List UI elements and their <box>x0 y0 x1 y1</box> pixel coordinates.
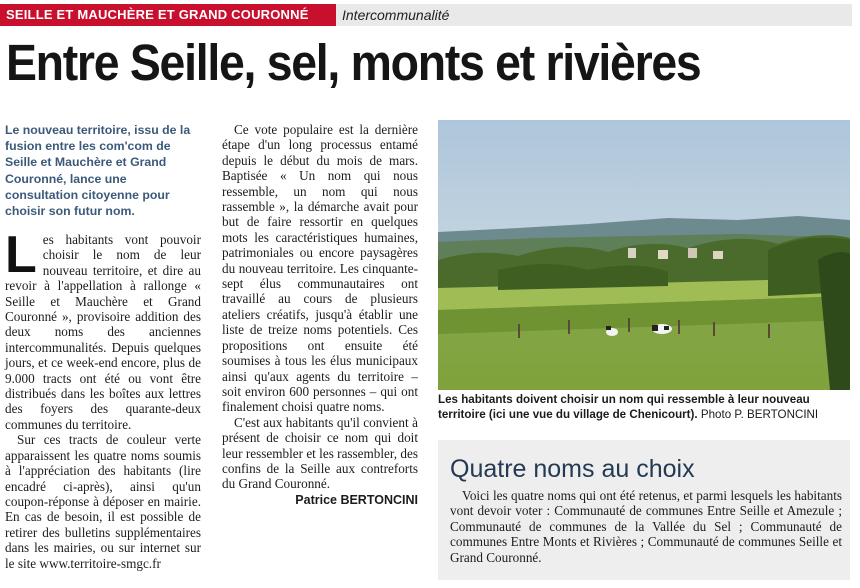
kicker-bar <box>0 0 860 30</box>
article-paragraph: C'est aux habitants qu'il convient à présent de choisir ce nom qui doit leur ressembler et les rassembler, des confins de la Seille aux contreforts du Grand Couronné. <box>222 414 418 492</box>
kicker-region: SEILLE ET MAUCHÈRE ET GRAND COURONNÉ <box>0 4 336 26</box>
kicker-topic: Intercommunalité <box>336 4 852 26</box>
landscape-photo <box>438 120 850 390</box>
article-column-2 <box>222 122 418 508</box>
box-title: Quatre noms au choix <box>450 455 695 483</box>
headline: Entre Seille, sel, monts et rivières <box>6 34 701 91</box>
byline: Patrice BERTONCINI <box>295 492 418 507</box>
caption-text: Les habitants doivent choisir un nom qui ressemble à leur nouveau territoire (ici une vue du village de Chenicourt). <box>438 393 810 421</box>
box-text: Voici les quatre noms qui ont été retenus, et parmi lesquels les habitants vont devoir voter : Communauté de communes Entre Seille et Amezule ; Communauté de communes de la Vallée du Sel ; Communauté de communes Entre Monts et Rivières ; Communauté de communes Seille et Grand Couronné. <box>450 488 842 565</box>
article-paragraph: es habitants vont pouvoir choisir le nom de leur nouveau territoire, et dire au revoir à l'appellation à rallonge « Seille et Mauchère et Grand Couronné », provisoire addition des deux noms des anciennes intercommunalités. Depuis quelques jours, et ce week-end encore, plus de 9.000 tracts ont été ou vont être distribués dans les boîtes aux lettres des foyers des quarante-deux communes du territoire. <box>5 232 201 432</box>
sidebar-box <box>438 440 850 580</box>
article-lead: Le nouveau territoire, issu de la fusion entre les com'com de Seille et Mauchère et Grand Couronné, lance une consultation citoyenne pour choisir son futur nom. <box>5 123 191 219</box>
article-paragraph: Sur ces tracts de couleur verte apparaissent les quatre noms soumis à l'appréciation des habitants (lire encadré ci-après), ainsi qu'un coupon-réponse à déposer en mairie. En cas de besoin, il est possible de retirer des bulletins supplémentaires dans les mairies, ou sur internet sur le site www.territoire-smgc.fr <box>5 432 201 571</box>
article-paragraph: Ce vote populaire est la dernière étape d'un long processus entamé depuis le début du mois de mars. Baptisée « Un nom qui nous ressemble, un nom qui nous rassemble », la démarche avait pour but de faire ressortir en quelques mots les caractéristiques humaines, patrimoniales ou encore paysagères du nouveau territoire. Les cinquante-sept élus communautaires ont travaillé au cours de plusieurs ateliers créatifs, jusqu'à établir une liste de treize noms potentiels. Ces propositions ont ensuite été soumises à tous les élus municipaux ainsi qu'aux agents du territoire – soit environ 600 personnes – qui ont finalement choisi quatre noms. <box>222 122 418 415</box>
photo-caption <box>438 392 850 422</box>
dropcap: L <box>5 226 37 284</box>
article-column-1 <box>5 226 201 571</box>
photo-credit: Photo P. BERTONCINI <box>700 408 819 421</box>
article-photo <box>438 120 850 390</box>
